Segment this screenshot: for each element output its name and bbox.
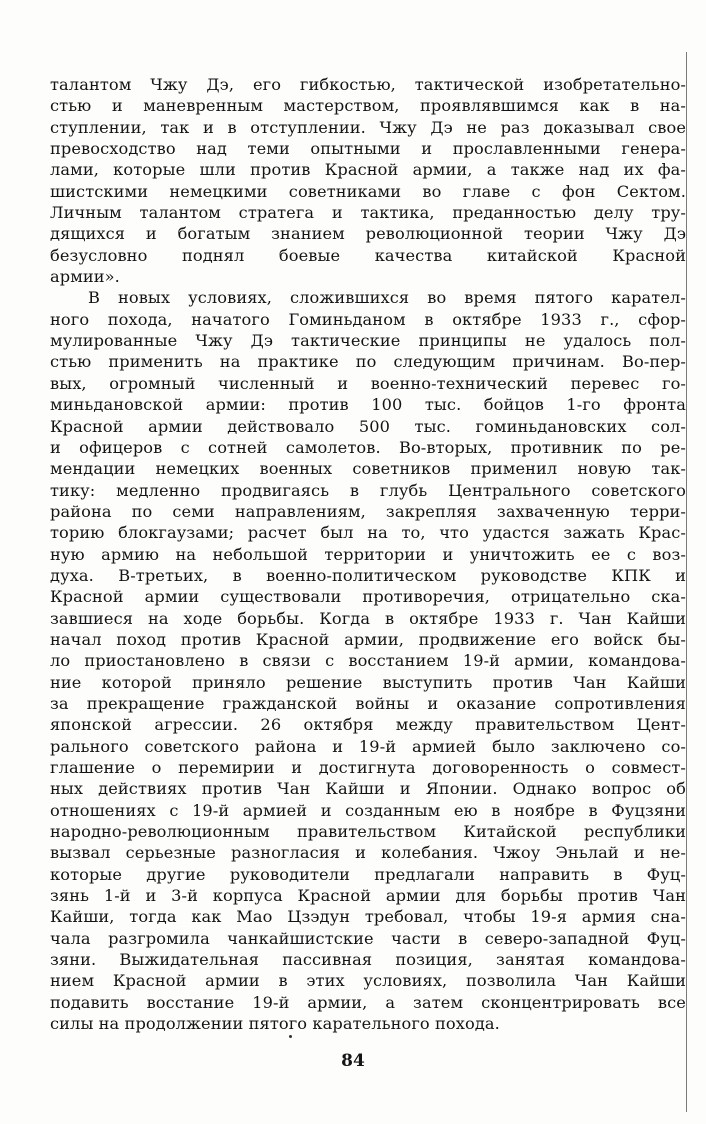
text-line: и офицеров с сотней самолетов. Во-вторых, противник по ре- bbox=[50, 437, 686, 457]
text-line: рального советского района и 19-й армией было заключено со- bbox=[50, 736, 686, 756]
text-line: миньдановской армии: против 100 тыс. бойцов 1-го фронта bbox=[50, 395, 686, 415]
text-line: стью и маневренным мастерством, проявлявшимся как в на- bbox=[50, 96, 686, 116]
text-line: завшиеся на ходе борьбы. Когда в октябре 1933 г. Чан Кайши bbox=[50, 608, 686, 628]
text-line: ных действиях против Чан Кайши и Японии. Однако вопрос об bbox=[50, 779, 686, 799]
text-line: ние которой приняло решение выступить против Чан Кайши bbox=[50, 672, 686, 692]
text-line: района по семи направлениям, закрепляя захваченную терри- bbox=[50, 501, 686, 521]
text-line: японской агрессии. 26 октября между правительством Цент- bbox=[50, 715, 686, 735]
text-line: мулированные Чжу Дэ тактические принципы не удалось пол- bbox=[50, 331, 686, 351]
body-text bbox=[50, 74, 686, 1034]
text-line: ступлении, так и в отступлении. Чжу Дэ не раз доказывал свое bbox=[50, 117, 686, 137]
text-line: зяни. Выжидательная пассивная позиция, занятая командова- bbox=[50, 950, 686, 970]
text-line: вызвал серьезные разногласия и колебания. Чжоу Эньлай и не- bbox=[50, 843, 686, 863]
text-line: ную армию на небольшой территории и уничтожить ее с воз- bbox=[50, 544, 686, 564]
text-line: нием Красной армии в этих условиях, позволила Чан Кайши bbox=[50, 971, 686, 991]
text-line: зянь 1-й и 3-й корпуса Красной армии для борьбы против Чан bbox=[50, 886, 686, 906]
text-line: ного похода, начатого Гоминьданом в октябре 1933 г., сфор- bbox=[50, 309, 686, 329]
text-line: чала разгромила чанкайшистские части в северо-западной Фуц- bbox=[50, 928, 686, 948]
text-line: которые другие руководители предлагали направить в Фуц- bbox=[50, 864, 686, 884]
page-number: 84 bbox=[341, 1051, 365, 1071]
text-line: армии». bbox=[50, 267, 120, 287]
text-line: дящихся и богатым знанием революционной теории Чжу Дэ bbox=[50, 224, 686, 244]
text-line: вых, огромный численный и военно-технический перевес го- bbox=[50, 373, 686, 393]
text-line: лами, которые шли против Красной армии, а также над их фа- bbox=[50, 160, 686, 180]
text-line: стью применить на практике по следующим причинам. Во-пер- bbox=[50, 352, 686, 372]
text-line: тику: медленно продвигаясь в глубь Центрального советского bbox=[50, 480, 686, 500]
text-line: В новых условиях, сложившихся во время пятого карател- bbox=[88, 288, 686, 308]
text-line: духа. В-третьих, в военно-политическом руководстве КПК и bbox=[50, 565, 686, 585]
page-gutter-rule bbox=[686, 52, 687, 1112]
text-line: силы на продолжении пятого карательного похода. bbox=[50, 1014, 500, 1034]
text-line: ло приостановлено в связи с восстанием 19-й армии, командова- bbox=[50, 651, 686, 671]
text-line: начал поход против Красной армии, продвижение его войск бы- bbox=[50, 629, 686, 649]
text-line: превосходство над теми опытными и прославленными генера- bbox=[50, 139, 686, 159]
text-line: подавить восстание 19-й армии, а затем сконцентрировать все bbox=[50, 992, 686, 1012]
text-line: мендации немецких военных советников применил новую так- bbox=[50, 459, 686, 479]
text-line: за прекращение гражданской войны и оказание сопротивления bbox=[50, 693, 686, 713]
text-line: отношениях с 19-й армией и созданным ею в ноябре в Фуцзяни bbox=[50, 800, 686, 820]
text-line: глашение о перемирии и достигнута договоренность о совмест- bbox=[50, 758, 686, 777]
text-line: Личным талантом стратега и тактика, преданностью делу тру- bbox=[50, 203, 686, 223]
print-speck bbox=[289, 1035, 292, 1038]
text-line: талантом Чжу Дэ, его гибкостью, тактической изобретательно- bbox=[50, 75, 686, 94]
text-line: Красной армии существовали противоречия, отрицательно ска- bbox=[50, 587, 686, 607]
text-line: Красной армии действовало 500 тыс. гоминьдановских сол- bbox=[50, 416, 686, 436]
text-line: Кайши, тогда как Мао Цзэдун требовал, чтобы 19-я армия сна- bbox=[50, 907, 686, 927]
text-line: торию блокгаузами; расчет был на то, что удастся зажать Крас- bbox=[50, 523, 686, 543]
text-line: народно-революционным правительством Китайской республики bbox=[50, 822, 686, 842]
text-line: безусловно поднял боевые качества китайской Красной bbox=[50, 245, 686, 265]
text-line: шистскими немецкими советниками во главе с фон Сектом. bbox=[50, 181, 686, 201]
